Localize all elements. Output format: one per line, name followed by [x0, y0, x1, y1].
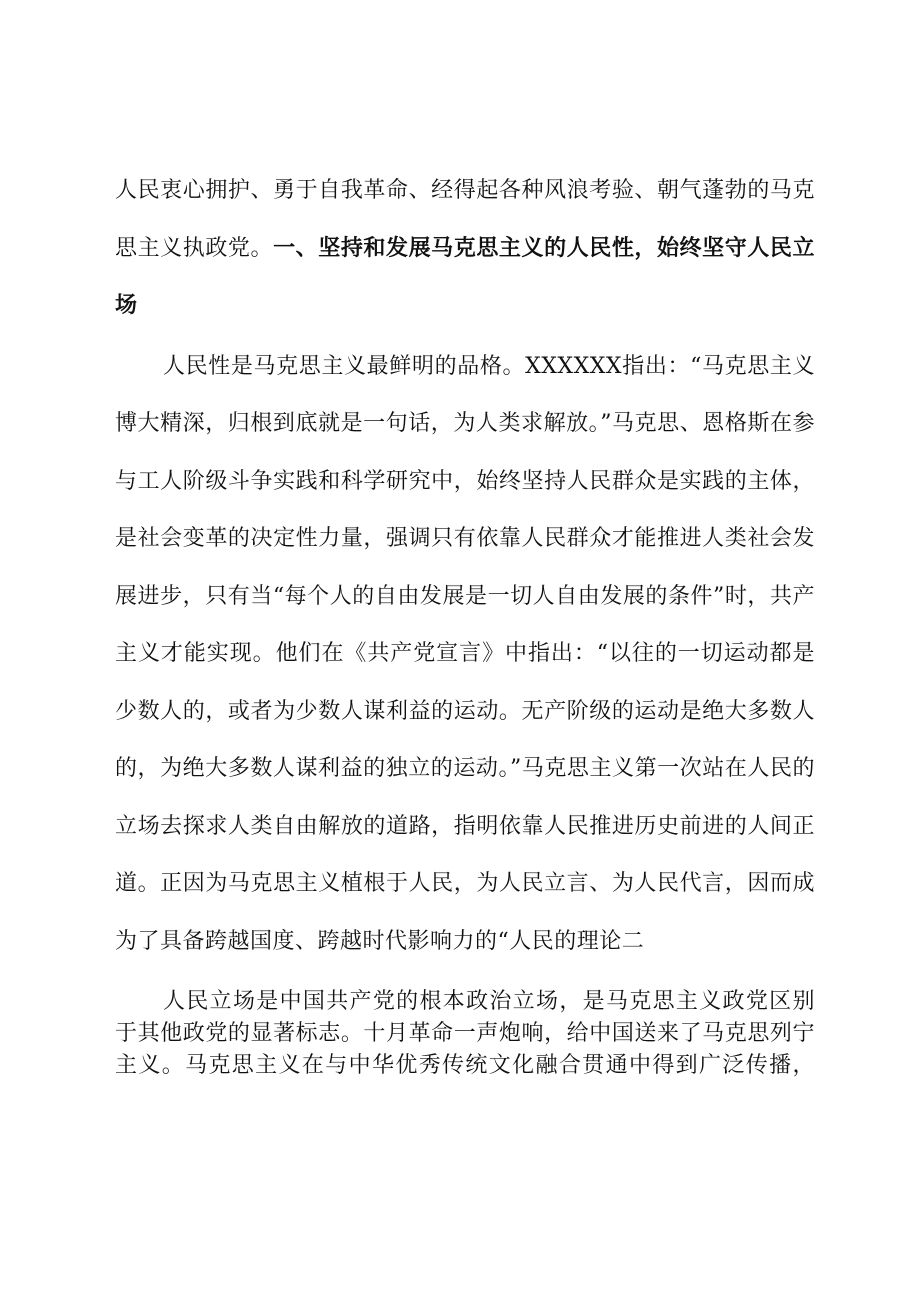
paragraph-1-text: 人民衷心拥护、勇于自我革命、经得起各种风浪考验、朝气蓬勃的马克思主义执政党。	[115, 178, 815, 261]
paragraph-3: 人民立场是中国共产党的根本政治立场，是马克思主义政党区别于其他政党的显著标志。十月革命一声炮响，给中国送来了马克思列宁主义。马克思主义在与中华优秀传统文化融合贯通中得到广泛传播，	[115, 989, 815, 1078]
document-body	[115, 162, 815, 1082]
section-heading: 一、坚持和发展马克思主义的人民性，始终坚守人民立场	[115, 235, 815, 318]
paragraph-2: 人民性是马克思主义最鲜明的品格。XXXXXX指出：“马克思主义博大精深，归根到底就是一句话，为人类求解放。”马克思、恩格斯在参与工人阶级斗争实践和科学研究中，始终坚持人民群众是实践的主体，是社会变革的决定性力量，强调只有依靠人民群众才能推进人类社会发展进步，只有当“每个人的自由发展是一切人自由发展的条件”时，共产主义才能实现。他们在《共产党宣言》中指出：“以往的一切运动都是少数人的，或者为少数人谋利益的运动。无产阶级的运动是绝大多数人的，为绝大多数人谋利益的独立的运动。”马克思主义第一次站在人民的立场去探求人类自由解放的道路，指明依靠人民推进历史前进的人间正道。正因为马克思主义植根于人民，为人民立言、为人民代言，因而成为了具备跨越国度、跨越时代影响力的“人民的理论二	[115, 353, 815, 954]
paragraph-1	[115, 162, 815, 335]
